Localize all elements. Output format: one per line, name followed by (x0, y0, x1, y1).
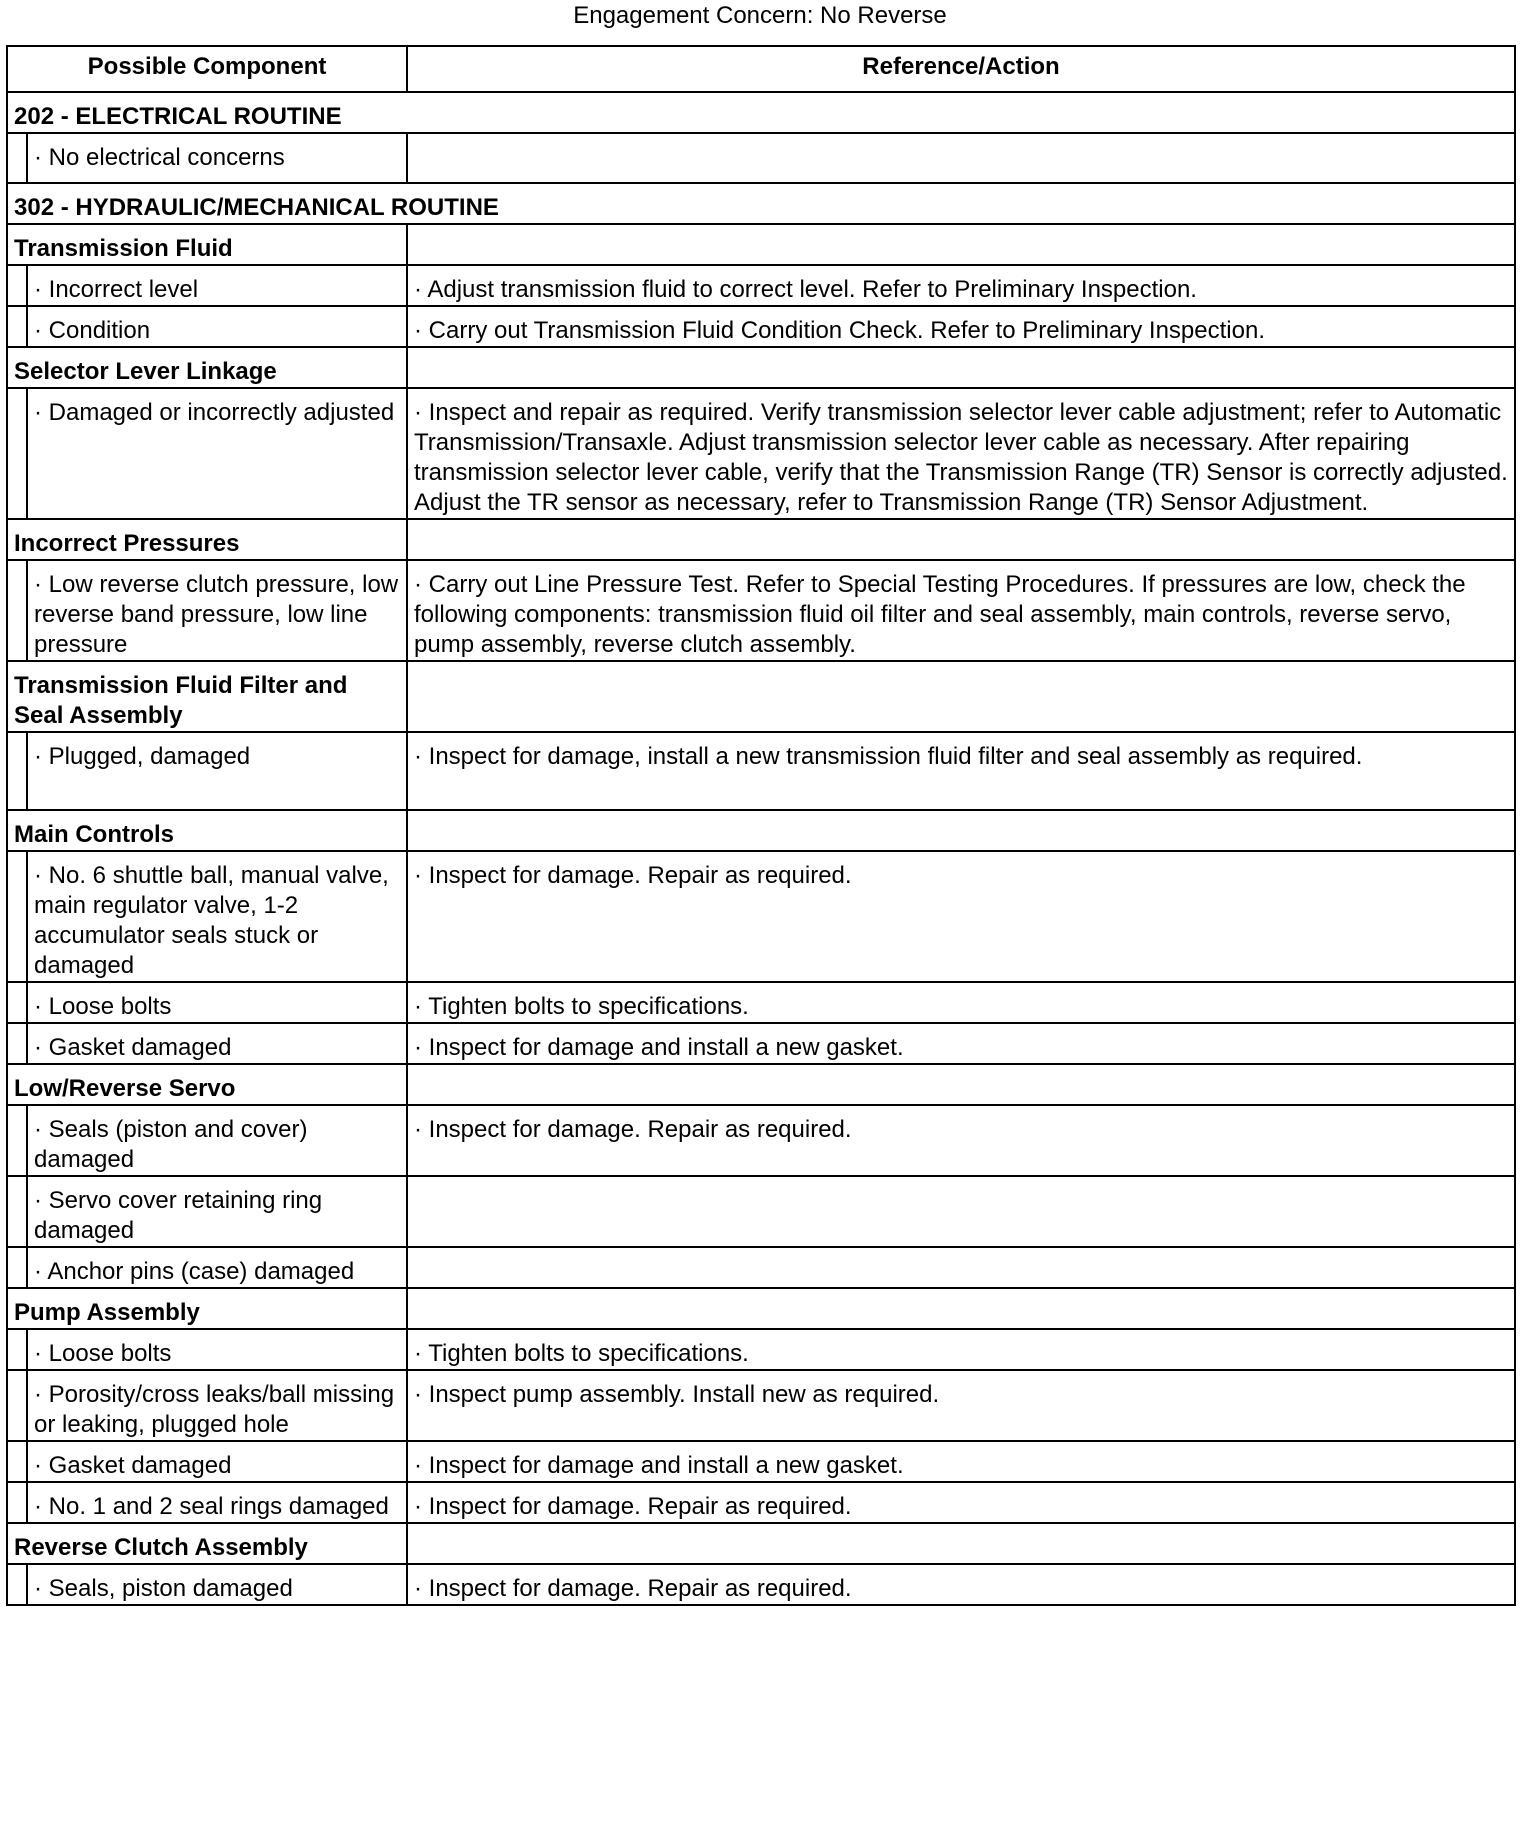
table-row (7, 1176, 1515, 1247)
group-title: Selector Lever Linkage (7, 347, 407, 388)
group-row (7, 519, 1515, 560)
indent-cell (7, 1329, 27, 1370)
indent-cell (7, 1441, 27, 1482)
reference-cell: · Carry out Transmission Fluid Condition Check. Refer to Preliminary Inspection. (407, 306, 1515, 347)
table-row (7, 560, 1515, 661)
section-title: 302 - HYDRAULIC/MECHANICAL ROUTINE (7, 183, 1515, 224)
indent-cell (7, 732, 27, 810)
group-title: Transmission Fluid Filter and Seal Assembly (7, 661, 407, 732)
group-reference-cell (407, 810, 1515, 851)
table-row (7, 1564, 1515, 1605)
reference-cell: · Inspect and repair as required. Verify transmission selector lever cable adjustment; refer to Automatic Transmission/Transaxle. Adjust transmission selector lever cable as necessary. After repairing transmission selector lever cable, verify that the Transmission Range (TR) Sensor is correctly adjusted. Adjust the TR sensor as necessary, refer to Transmission Range (TR) Sensor Adjustment. (407, 388, 1515, 519)
component-cell: · Gasket damaged (27, 1023, 407, 1064)
component-cell: · Damaged or incorrectly adjusted (27, 388, 407, 519)
group-row (7, 1288, 1515, 1329)
reference-cell: · Adjust transmission fluid to correct level. Refer to Preliminary Inspection. (407, 265, 1515, 306)
group-title: Pump Assembly (7, 1288, 407, 1329)
group-reference-cell (407, 519, 1515, 560)
reference-cell (407, 1176, 1515, 1247)
table-header-row (7, 46, 1515, 92)
indent-cell (7, 133, 27, 183)
group-title: Reverse Clutch Assembly (7, 1523, 407, 1564)
table-row (7, 851, 1515, 982)
group-reference-cell (407, 347, 1515, 388)
group-reference-cell (407, 1523, 1515, 1564)
component-cell: · Servo cover retaining ring damaged (27, 1176, 407, 1247)
component-cell: · No electrical concerns (27, 133, 407, 183)
group-title: Incorrect Pressures (7, 519, 407, 560)
reference-cell: · Inspect for damage. Repair as required. (407, 1564, 1515, 1605)
indent-cell (7, 1482, 27, 1523)
column-header-component: Possible Component (7, 46, 407, 92)
group-title: Low/Reverse Servo (7, 1064, 407, 1105)
group-reference-cell (407, 1064, 1515, 1105)
table-row (7, 1247, 1515, 1288)
table-row (7, 982, 1515, 1023)
component-cell: · Plugged, damaged (27, 732, 407, 810)
indent-cell (7, 1023, 27, 1064)
column-header-reference: Reference/Action (407, 46, 1515, 92)
group-row (7, 810, 1515, 851)
indent-cell (7, 560, 27, 661)
component-cell: · Loose bolts (27, 982, 407, 1023)
reference-cell: · Carry out Line Pressure Test. Refer to Special Testing Procedures. If pressures are low, check the following components: transmission fluid oil filter and seal assembly, main controls, reverse servo, pump assembly, reverse clutch assembly. (407, 560, 1515, 661)
reference-cell: · Inspect for damage and install a new gasket. (407, 1023, 1515, 1064)
reference-cell: · Inspect for damage, install a new transmission fluid filter and seal assembly as required. (407, 732, 1515, 810)
table-row (7, 1482, 1515, 1523)
section-title: 202 - ELECTRICAL ROUTINE (7, 92, 1515, 133)
component-cell: · Porosity/cross leaks/ball missing or leaking, plugged hole (27, 1370, 407, 1441)
group-row (7, 661, 1515, 732)
indent-cell (7, 1105, 27, 1176)
indent-cell (7, 1370, 27, 1441)
component-cell: · Condition (27, 306, 407, 347)
indent-cell (7, 265, 27, 306)
table-row (7, 306, 1515, 347)
reference-cell (407, 1247, 1515, 1288)
reference-cell: · Inspect for damage and install a new gasket. (407, 1441, 1515, 1482)
component-cell: · Low reverse clutch pressure, low reverse band pressure, low line pressure (27, 560, 407, 661)
diagnosis-table (6, 45, 1516, 1606)
reference-cell: · Inspect for damage. Repair as required. (407, 1482, 1515, 1523)
group-title: Transmission Fluid (7, 224, 407, 265)
group-title: Main Controls (7, 810, 407, 851)
table-row (7, 1023, 1515, 1064)
group-reference-cell (407, 661, 1515, 732)
indent-cell (7, 1247, 27, 1288)
reference-cell: · Inspect for damage. Repair as required. (407, 1105, 1515, 1176)
table-row (7, 388, 1515, 519)
group-row (7, 1064, 1515, 1105)
component-cell: · Gasket damaged (27, 1441, 407, 1482)
table-row (7, 1441, 1515, 1482)
indent-cell (7, 388, 27, 519)
component-cell: · Anchor pins (case) damaged (27, 1247, 407, 1288)
reference-cell: · Inspect for damage. Repair as required. (407, 851, 1515, 982)
group-reference-cell (407, 1288, 1515, 1329)
component-cell: · Seals, piston damaged (27, 1564, 407, 1605)
component-cell: · Incorrect level (27, 265, 407, 306)
indent-cell (7, 1176, 27, 1247)
section-row (7, 92, 1515, 133)
group-row (7, 1523, 1515, 1564)
page-title: Engagement Concern: No Reverse (573, 2, 947, 29)
table-body (7, 92, 1515, 1605)
reference-cell: · Inspect pump assembly. Install new as required. (407, 1370, 1515, 1441)
table-row (7, 265, 1515, 306)
table-row (7, 1329, 1515, 1370)
component-cell: · Loose bolts (27, 1329, 407, 1370)
indent-cell (7, 851, 27, 982)
indent-cell (7, 982, 27, 1023)
table-row (7, 1105, 1515, 1176)
component-cell: · No. 1 and 2 seal rings damaged (27, 1482, 407, 1523)
indent-cell (7, 306, 27, 347)
group-row (7, 224, 1515, 265)
table-row (7, 1370, 1515, 1441)
group-reference-cell (407, 224, 1515, 265)
section-row (7, 183, 1515, 224)
table-row (7, 732, 1515, 810)
indent-cell (7, 1564, 27, 1605)
reference-cell (407, 133, 1515, 183)
reference-cell: · Tighten bolts to specifications. (407, 1329, 1515, 1370)
component-cell: · Seals (piston and cover) damaged (27, 1105, 407, 1176)
group-row (7, 347, 1515, 388)
component-cell: · No. 6 shuttle ball, manual valve, main regulator valve, 1-2 accumulator seals stuck or damaged (27, 851, 407, 982)
table-row (7, 133, 1515, 183)
reference-cell: · Tighten bolts to specifications. (407, 982, 1515, 1023)
